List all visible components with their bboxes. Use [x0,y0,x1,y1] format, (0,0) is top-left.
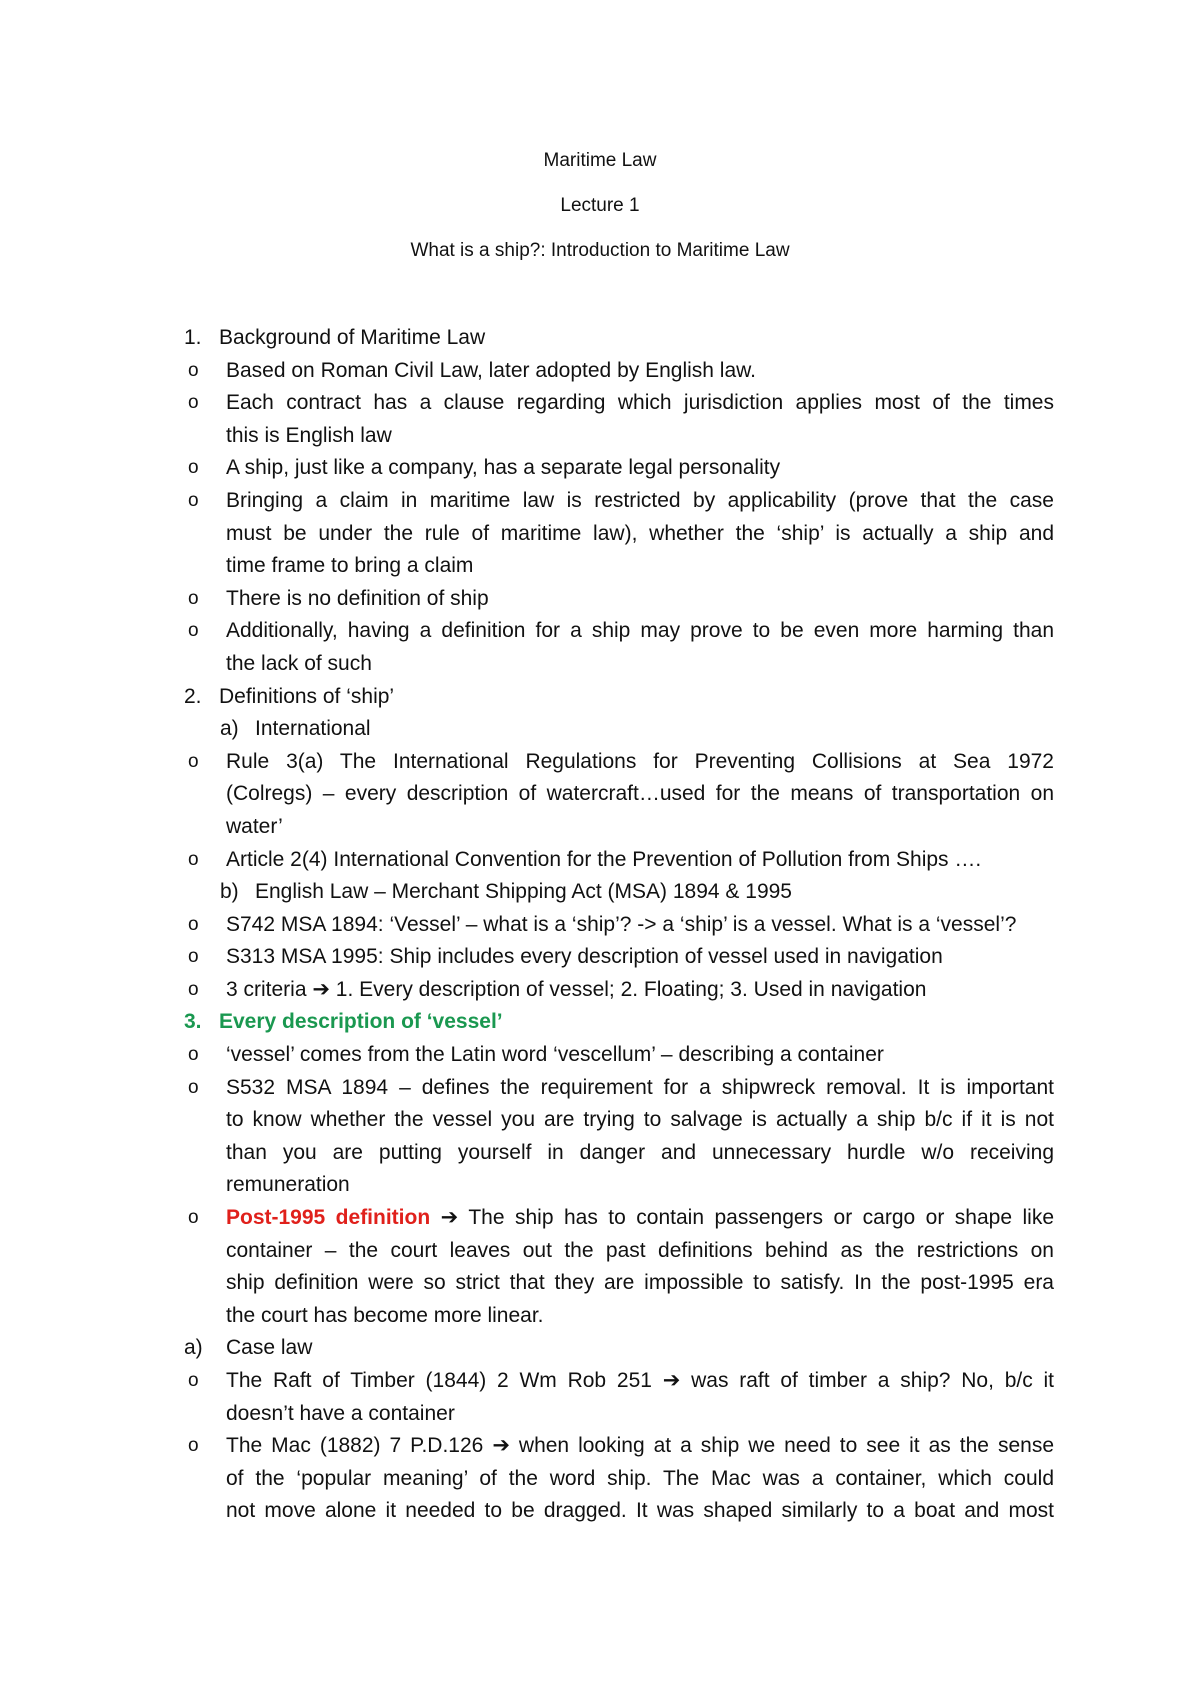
note-continuation-line [0,1104,1200,1137]
note-text: time frame to bring a claim [226,554,474,578]
note-continuation-line [0,1169,1200,1202]
note-text: Based on Roman Civil Law, later adopted by English law. [226,358,756,382]
bullet-marker: o [188,1207,199,1229]
note-text: (Colregs) – every description of watercraft…used for the means of transportation on [226,782,1054,806]
note-list-item [0,746,1200,779]
document-topic-title: What is a ship?: Introduction to Maritime Law [410,240,790,261]
highlighted-term: Post-1995 definition [226,1206,431,1230]
bullet-marker: o [188,946,199,968]
note-text: The Mac (1882) 7 P.D.126 ➔ when looking at a ship we need to see it as the sense [226,1434,1054,1458]
note-continuation-line [0,811,1200,844]
note-list-item [0,1332,1200,1365]
note-text: Post-1995 definition ➔ The ship has to contain passengers or cargo or shape like [226,1206,1055,1230]
note-text: The Raft of Timber (1844) 2 Wm Rob 251 ➔ was raft of timber a ship? No, b/c it [226,1369,1054,1392]
note-text: Every description of ‘vessel’ [219,1010,503,1034]
list-number: a) [220,717,239,741]
note-text: Article 2(4) International Convention for the Prevention of Pollution from Ships …. [226,847,982,871]
note-continuation-line [0,1495,1200,1528]
note-text: There is no definition of ship [226,586,489,610]
bullet-marker: o [188,359,199,381]
note-continuation-line [0,778,1200,811]
note-continuation-line [0,1463,1200,1496]
note-text: Bringing a claim in maritime law is restricted by applicability (prove that the case [226,488,1054,512]
note-list-item [0,1430,1200,1463]
note-text: Rule 3(a) The International Regulations for Preventing Collisions at Sea 1972 [226,749,1054,773]
note-list-item [0,844,1200,877]
list-number: a) [184,1336,203,1360]
note-list-item [0,713,1200,746]
bullet-marker: o [188,1370,199,1391]
note-list-item [0,583,1200,616]
note-list-item [0,1202,1200,1235]
note-list-item [0,876,1200,909]
note-text: Additionally, having a definition for a ship may prove to be even more harming than [226,619,1054,643]
note-list-item [0,909,1200,942]
bullet-marker: o [188,1076,199,1098]
document-course-title: Maritime Law [543,150,657,171]
note-continuation-line [0,420,1200,453]
bullet-marker: o [188,392,199,414]
note-list-item [0,974,1200,1007]
note-list-item [0,1006,1200,1039]
note-text: ship definition were so strict that they are impossible to satisfy. In the post-1995 era [226,1271,1054,1295]
note-continuation-line [0,1398,1200,1431]
note-text: the court has become more linear. [226,1303,544,1327]
note-text: 3 criteria ➔ 1. Every description of vessel; 2. Floating; 3. Used in navigation [226,977,927,1001]
bullet-marker: o [188,489,199,511]
note-text: than you are putting yourself in danger and unnecessary hurdle w/o receiving [226,1140,1054,1164]
note-list-item [0,355,1200,388]
note-text: ‘vessel’ comes from the Latin word ‘vescellum’ – describing a container [226,1043,884,1067]
list-number: 2. [184,684,202,708]
note-list-item [0,452,1200,485]
bullet-marker: o [188,750,199,772]
note-text: Background of Maritime Law [219,326,486,349]
note-text: Each contract has a clause regarding which jurisdiction applies most of the times [226,391,1054,415]
bullet-marker: o [188,978,199,1000]
note-text: Definitions of ‘ship’ [219,684,395,708]
note-text: this is English law [226,423,392,447]
note-text: container – the court leaves out the past definitions behind as the restrictions on [226,1238,1054,1262]
note-continuation-line [0,648,1200,681]
note-text: S742 MSA 1894: ‘Vessel’ – what is a ‘ship’? -> a ‘ship’ is a vessel. What is a ‘vessel’? [226,912,1017,936]
note-text: must be under the rule of maritime law), whether the ‘ship’ is actually a ship and [226,521,1054,545]
note-list-item [0,485,1200,518]
note-list-item [0,941,1200,974]
note-text: S313 MSA 1995: Ship includes every description of vessel used in navigation [226,945,943,969]
bullet-marker: o [188,1435,199,1457]
bullet-marker: o [188,457,199,479]
list-number: b) [220,880,239,904]
note-list-item [0,681,1200,714]
note-continuation-line [0,1267,1200,1300]
note-text: International [255,717,371,741]
note-continuation-line [0,550,1200,583]
note-list-item [0,1039,1200,1072]
bullet-marker: o [188,587,199,609]
note-list-item [0,387,1200,420]
note-text: of the ‘popular meaning’ of the word ship. The Mac was a container, which could [226,1466,1054,1490]
bullet-marker: o [188,620,199,642]
document-lecture-number: Lecture 1 [560,195,640,216]
note-text: doesn’t have a container [226,1401,455,1425]
bullet-marker: o [188,913,199,935]
note-text: not move alone it needed to be dragged. It was shaped similarly to a boat and most [226,1499,1054,1523]
list-number: 3. [184,1010,202,1034]
note-continuation-line [0,1300,1200,1333]
note-continuation-line [0,518,1200,551]
note-list-item [0,1365,1200,1398]
note-text: Case law [226,1336,313,1360]
notes-body [0,322,1200,1528]
note-list-item [0,615,1200,648]
list-number: 1. [184,326,202,349]
note-continuation-line [0,1137,1200,1170]
note-text: A ship, just like a company, has a separate legal personality [226,456,781,480]
note-text: water’ [226,814,283,838]
note-text: remuneration [226,1173,350,1197]
bullet-marker: o [188,1044,199,1066]
note-list-item [0,1072,1200,1105]
bullet-marker: o [188,848,199,870]
note-text: to know whether the vessel you are trying to salvage is actually a ship b/c if it is not [226,1108,1054,1132]
note-text: English Law – Merchant Shipping Act (MSA) 1894 & 1995 [255,880,792,904]
note-list-item [0,322,1200,355]
note-continuation-line [0,1235,1200,1268]
note-text: S532 MSA 1894 – defines the requirement for a shipwreck removal. It is important [226,1075,1054,1099]
note-text: the lack of such [226,651,372,675]
